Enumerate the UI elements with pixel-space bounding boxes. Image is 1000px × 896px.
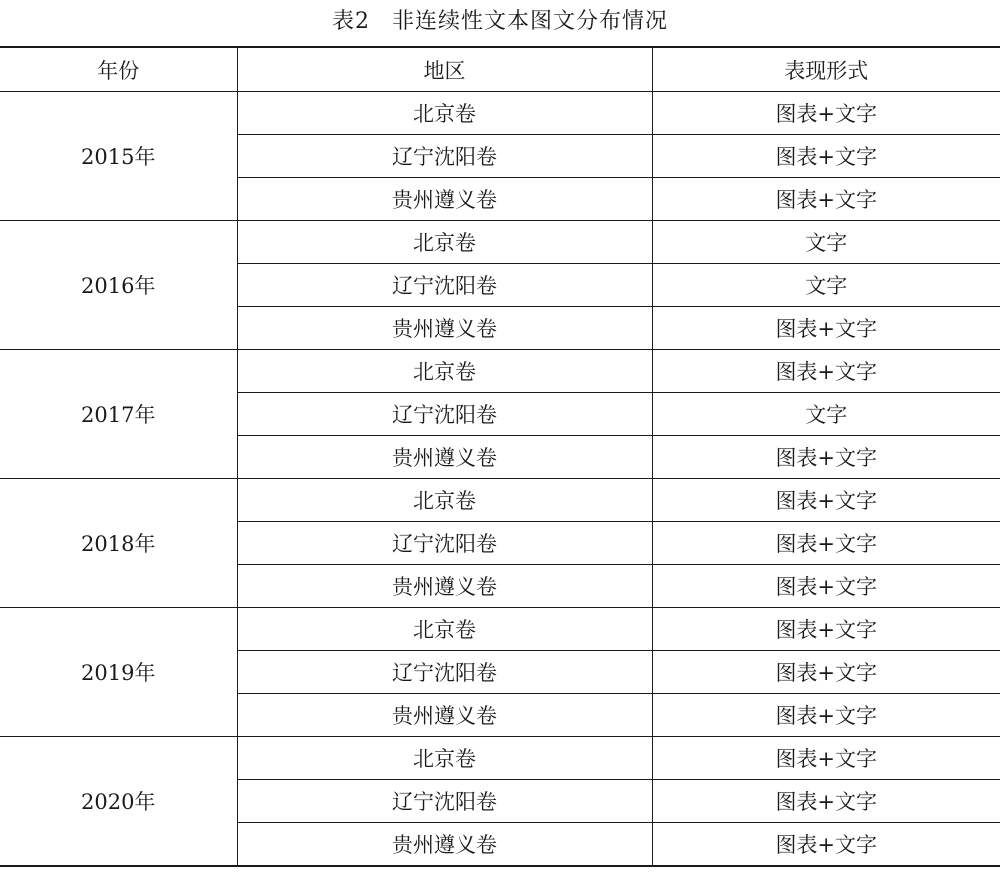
form-cell: 图表+文字 <box>652 307 1000 350</box>
region-cell: 贵州遵义卷 <box>237 694 652 737</box>
header-region: 地区 <box>237 47 652 92</box>
form-cell: 图表+文字 <box>652 436 1000 479</box>
region-cell: 贵州遵义卷 <box>237 823 652 867</box>
region-cell: 贵州遵义卷 <box>237 307 652 350</box>
table-row <box>0 92 1000 135</box>
form-cell: 图表+文字 <box>652 522 1000 565</box>
form-cell: 图表+文字 <box>652 651 1000 694</box>
year-cell: 2020年 <box>0 737 237 867</box>
table-number: 表2 <box>331 9 370 34</box>
header-form: 表现形式 <box>652 47 1000 92</box>
distribution-table <box>0 46 1000 867</box>
form-cell: 图表+文字 <box>652 135 1000 178</box>
region-cell: 北京卷 <box>237 92 652 135</box>
form-cell: 文字 <box>652 221 1000 264</box>
table-row <box>0 221 1000 264</box>
region-cell: 北京卷 <box>237 479 652 522</box>
form-cell: 图表+文字 <box>652 178 1000 221</box>
region-cell: 北京卷 <box>237 737 652 780</box>
form-cell: 图表+文字 <box>652 737 1000 780</box>
region-cell: 辽宁沈阳卷 <box>237 135 652 178</box>
region-cell: 辽宁沈阳卷 <box>237 264 652 307</box>
year-cell: 2016年 <box>0 221 237 350</box>
header-row <box>0 47 1000 92</box>
form-cell: 图表+文字 <box>652 780 1000 823</box>
form-cell: 文字 <box>652 393 1000 436</box>
table-row <box>0 479 1000 522</box>
year-cell: 2015年 <box>0 92 237 221</box>
year-cell: 2019年 <box>0 608 237 737</box>
table-title: 非连续性文本图文分布情况 <box>391 9 668 34</box>
table-row <box>0 608 1000 651</box>
region-cell: 贵州遵义卷 <box>237 178 652 221</box>
form-cell: 图表+文字 <box>652 694 1000 737</box>
table-body <box>0 92 1000 867</box>
region-cell: 辽宁沈阳卷 <box>237 522 652 565</box>
header-year: 年份 <box>0 47 237 92</box>
region-cell: 辽宁沈阳卷 <box>237 393 652 436</box>
form-cell: 图表+文字 <box>652 92 1000 135</box>
form-cell: 图表+文字 <box>652 479 1000 522</box>
year-cell: 2017年 <box>0 350 237 479</box>
form-cell: 图表+文字 <box>652 823 1000 867</box>
table-row <box>0 737 1000 780</box>
table-caption <box>0 0 1000 46</box>
form-cell: 图表+文字 <box>652 608 1000 651</box>
region-cell: 辽宁沈阳卷 <box>237 780 652 823</box>
region-cell: 北京卷 <box>237 608 652 651</box>
year-cell: 2018年 <box>0 479 237 608</box>
region-cell: 辽宁沈阳卷 <box>237 651 652 694</box>
region-cell: 北京卷 <box>237 350 652 393</box>
form-cell: 文字 <box>652 264 1000 307</box>
table-row <box>0 350 1000 393</box>
form-cell: 图表+文字 <box>652 565 1000 608</box>
form-cell: 图表+文字 <box>652 350 1000 393</box>
region-cell: 贵州遵义卷 <box>237 565 652 608</box>
region-cell: 贵州遵义卷 <box>237 436 652 479</box>
region-cell: 北京卷 <box>237 221 652 264</box>
